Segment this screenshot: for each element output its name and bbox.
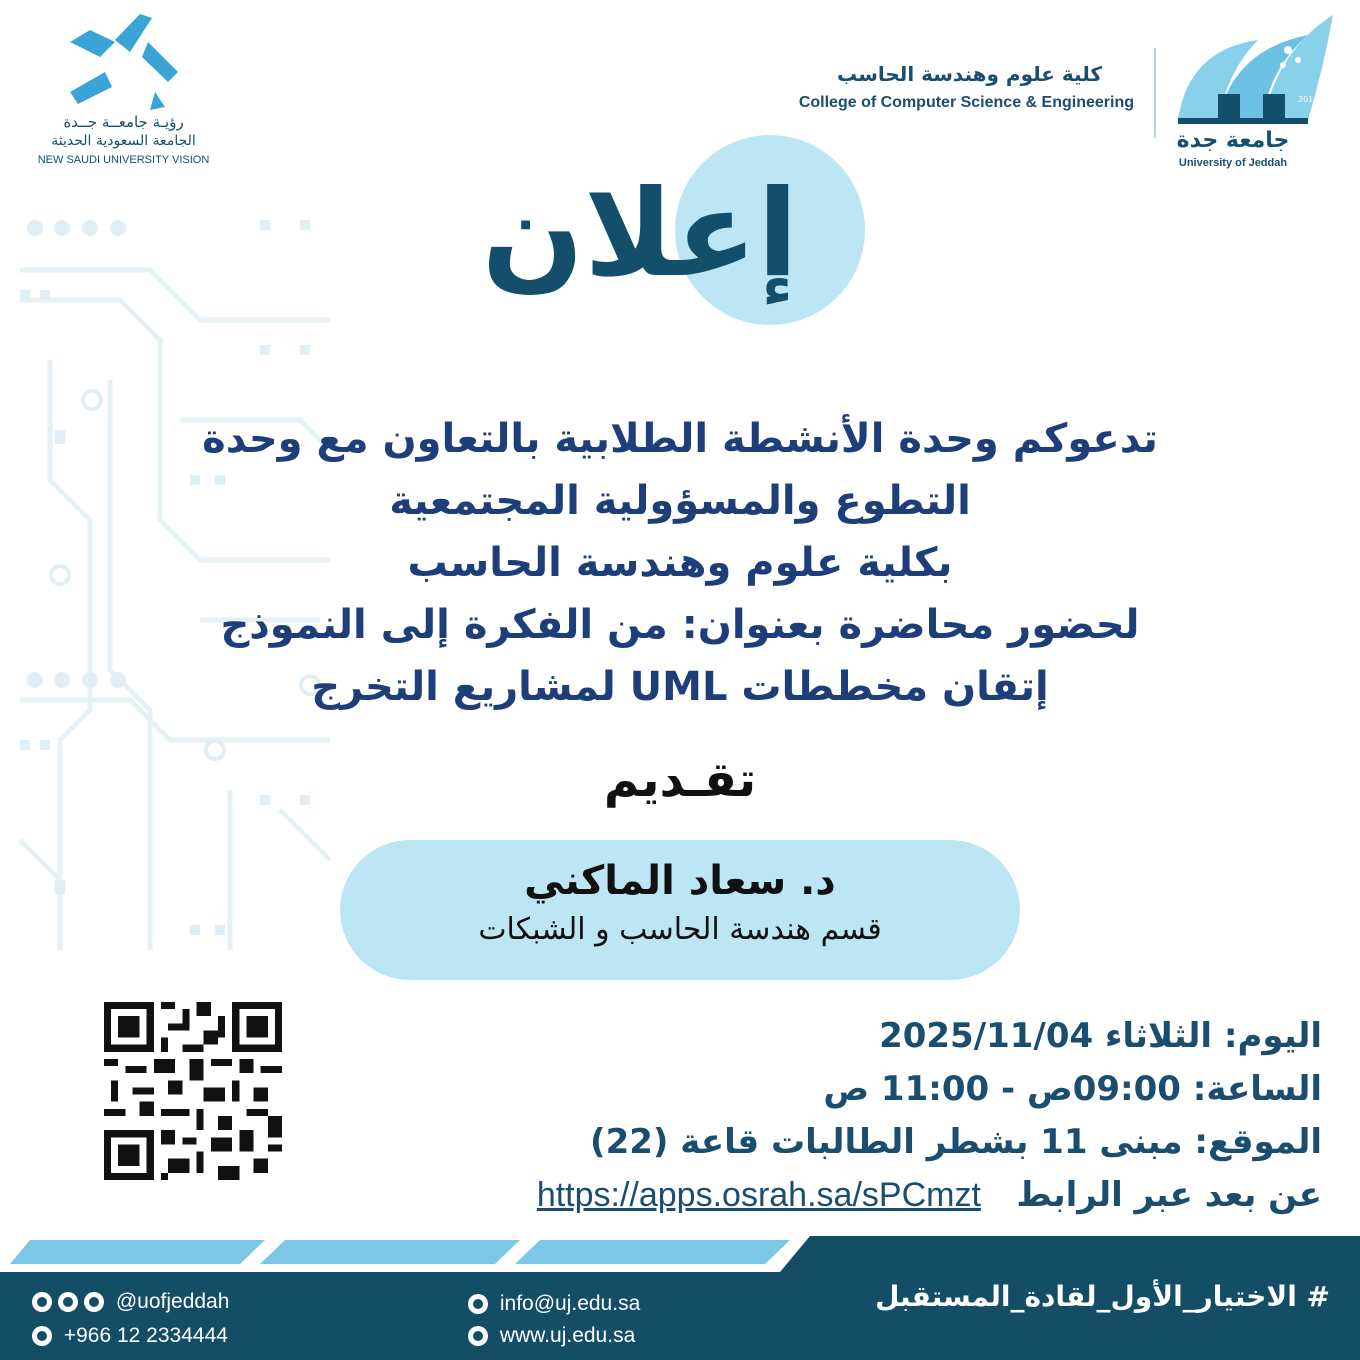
speaker-department: قسم هندسة الحاسب و الشبكات	[478, 912, 882, 947]
event-location: الموقع: مبنى 11 بشطر الطالبات قاعة (22)	[590, 1122, 1322, 1162]
vision-english: NEW SAUDI UNIVERSITY VISION	[37, 154, 210, 166]
university-name-english: University of Jeddah	[1178, 157, 1288, 169]
remote-label: عن بعد عبر الرابط	[1016, 1175, 1322, 1215]
event-time: الساعة: 09:00ص - 11:00 ص	[823, 1069, 1322, 1109]
college-name-arabic: كلية علوم وهندسة الحاسب	[837, 62, 1102, 86]
footer-hashtag: # الاختيار_الأول_لقادة_المستقبل	[875, 1280, 1330, 1313]
university-of-jeddah-logo	[1158, 10, 1338, 180]
invitation-line-3: بكلية علوم وهندسة الحاسب	[407, 540, 953, 586]
announcement-title: إعلان	[481, 165, 799, 304]
website-url: www.uj.edu.sa	[499, 1324, 636, 1347]
globe-icon	[468, 1326, 488, 1346]
qr-code[interactable]	[104, 1002, 282, 1180]
college-name-english: College of Computer Science & Engineering	[798, 94, 1134, 111]
event-day: اليوم: الثلاثاء 2025/11/04	[879, 1016, 1322, 1056]
vision-line-1: رؤيـة جامعــة جــدة	[63, 113, 184, 131]
footer-website[interactable]	[468, 1324, 635, 1348]
snapchat-icon	[84, 1292, 104, 1312]
email-icon	[468, 1294, 488, 1314]
speaker-name: د. سعاد الماكني	[524, 858, 836, 904]
phone-number: +966 12 2334444	[63, 1324, 228, 1347]
presenter-label: تقـديم	[603, 752, 757, 808]
invitation-line-2: التطوع والمسؤولية المجتمعية	[389, 478, 971, 524]
footer-phone[interactable]	[32, 1324, 228, 1348]
event-remote	[502, 1169, 1322, 1222]
invitation-text	[170, 408, 1190, 718]
footer-email[interactable]	[468, 1292, 640, 1316]
header-divider	[1154, 48, 1156, 138]
event-details	[502, 1010, 1322, 1222]
university-name-arabic: جامعة جدة	[1176, 128, 1290, 153]
invitation-line-1: تدعوكم وحدة الأنشطة الطلابية بالتعاون مع وحدة	[202, 416, 1158, 462]
remote-link[interactable]: https://apps.osrah.sa/sPCmzt	[536, 1176, 981, 1214]
logo-year: 2014	[1298, 95, 1319, 104]
university-vision-logo	[60, 12, 180, 112]
phone-icon	[32, 1326, 52, 1346]
invitation-line-4: لحضور محاضرة بعنوان: من الفكرة إلى النموذج	[220, 602, 1140, 648]
invitation-line-5: إتقان مخططات UML لمشاريع التخرج	[311, 664, 1049, 710]
email-address: info@uj.edu.sa	[499, 1292, 641, 1315]
instagram-icon	[32, 1292, 52, 1312]
vision-line-2: الجامعة السعودية الحديثة	[51, 133, 196, 149]
footer-social[interactable]	[32, 1290, 229, 1314]
social-handle: @uofjeddah	[115, 1290, 230, 1313]
twitter-icon	[58, 1292, 78, 1312]
